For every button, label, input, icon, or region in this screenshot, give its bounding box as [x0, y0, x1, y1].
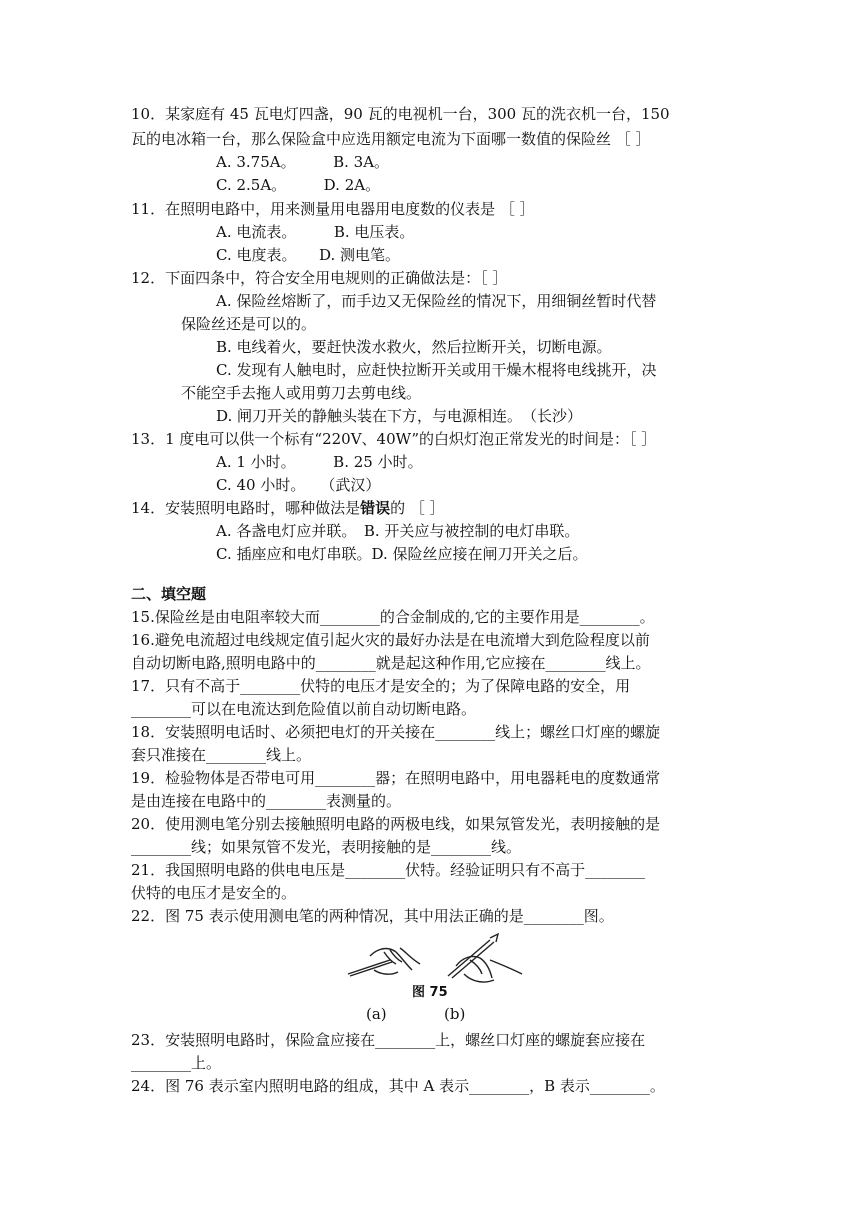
question-12-option-a-line-1: A. 保险丝熔断了，而手边又无保险丝的情况下，用细铜丝暂时代替	[216, 292, 657, 310]
question-12-option-a-line-2: 保险丝还是可以的。	[181, 315, 317, 333]
question-10-line-1: 10．某家庭有 45 瓦电灯四盏，90 瓦的电视机一台，300 瓦的洗衣机一台，150	[131, 105, 670, 123]
question-12-option-b: B. 电线着火，要赶快泼水救火，然后拉断开关，切断电源。	[216, 338, 612, 356]
question-16-line-1: 16.避免电流超过电线规定值引起火灾的最好办法是在电流增大到危险程度以前	[131, 631, 650, 649]
question-12-option-c-line-2: 不能空手去拖人或用剪刀去剪电线。	[181, 384, 422, 402]
figure-75-pens	[340, 930, 530, 1002]
figure-label-b: (b)	[444, 1005, 466, 1023]
question-10-options-cd: C. 2.5A。 D. 2A。	[216, 176, 381, 194]
hand-with-tester-pen-a	[348, 948, 420, 976]
question-22: 22．图 75 表示使用测电笔的两种情况，其中用法正确的是________图。	[131, 907, 614, 925]
question-14-emphasis: 错误	[360, 499, 391, 517]
figure-75-caption: 图 75	[412, 985, 448, 1000]
question-17-line-2: ________可以在电流达到危险值以前自动切断电路。	[131, 700, 477, 718]
question-21-line-2: 伏特的电压才是安全的。	[131, 884, 297, 902]
question-20-line-2: ________线；如果氖管不发光，表明接触的是________线。	[131, 838, 522, 856]
figure-75-labels	[366, 1004, 465, 1024]
question-10-options-ab: A. 3.75A。 B. 3A。	[216, 153, 390, 171]
question-21-line-1: 21．我国照明电路的供电电压是________伏特。经验证明只有不高于________	[131, 861, 646, 879]
question-14-prefix: 14．安装照明电路时，哪种做法是	[131, 499, 361, 517]
question-12-option-d: D. 闸刀开关的静触头装在下方，与电源相连。 （长沙）	[216, 407, 583, 425]
hand-with-tester-pen-b	[448, 934, 522, 982]
question-23-line-2: ________上。	[131, 1054, 222, 1072]
question-11-options-cd: C. 电度表。 D. 测电笔。	[216, 246, 401, 264]
question-15: 15.保险丝是由电阻率较大而________的合金制成的,它的主要作用是________。	[131, 608, 655, 626]
question-14	[131, 498, 445, 518]
question-14-options-cd: C. 插座应和电灯串联。D. 保险丝应接在闸刀开关之后。	[216, 545, 588, 563]
question-18-line-1: 18．安装照明电话时、必须把电灯的开关接在________线上；螺丝口灯座的螺旋	[131, 723, 661, 741]
question-23-line-1: 23．安装照明电路时，保险盒应接在________上，螺丝口灯座的螺旋套应接在	[131, 1031, 646, 1049]
question-10-line-2: 瓦的电冰箱一台，那么保险盒中应选用额定电流为下面哪一数值的保险丝 ［ ］	[131, 130, 651, 148]
question-19-line-2: 是由连接在电路中的________表测量的。	[131, 792, 402, 810]
question-24: 24．图 76 表示室内照明电路的组成，其中 A 表示________，B 表示________。	[131, 1077, 665, 1095]
question-14-suffix: 的 ［ ］	[390, 499, 445, 517]
question-13: 13．1 度电可以供一个标有“220V、40W”的白炽灯泡正常发光的时间是：［ ］	[131, 430, 657, 448]
figure-label-a: (a)	[366, 1005, 387, 1023]
question-20-line-1: 20．使用测电笔分别去接触照明电路的两极电线，如果氖管发光，表明接触的是	[131, 815, 661, 833]
question-12: 12．下面四条中，符合安全用电规则的正确做法是：［ ］	[131, 269, 508, 287]
question-14-options-ab: A. 各盏电灯应并联。 B. 开关应与被控制的电灯串联。	[216, 522, 580, 540]
question-19-line-1: 19．检验物体是否带电可用________器；在照明电路中，用电器耗电的度数通常	[131, 769, 661, 787]
question-12-option-c-line-1: C. 发现有人触电时，应赶快拉断开关或用干燥木棍将电线挑开，决	[216, 361, 657, 379]
question-17-line-1: 17．只有不高于________伏特的电压才是安全的；为了保障电路的安全，用	[131, 677, 631, 695]
question-11-options-ab: A. 电流表。 B. 电压表。	[216, 223, 415, 241]
question-18-line-2: 套只准接在________线上。	[131, 746, 312, 764]
question-11: 11．在照明电路中，用来测量用电器用电度数的仪表是 ［ ］	[131, 200, 535, 218]
question-16-line-2: 自动切断电路,照明电路中的________就是起这种作用,它应接在________线上。	[131, 654, 651, 672]
question-13-options-c: C. 40 小时。 （武汉）	[216, 476, 381, 494]
section-2-heading: 二、填空题	[131, 585, 207, 603]
question-13-options-ab: A. 1 小时。 B. 25 小时。	[216, 453, 423, 471]
